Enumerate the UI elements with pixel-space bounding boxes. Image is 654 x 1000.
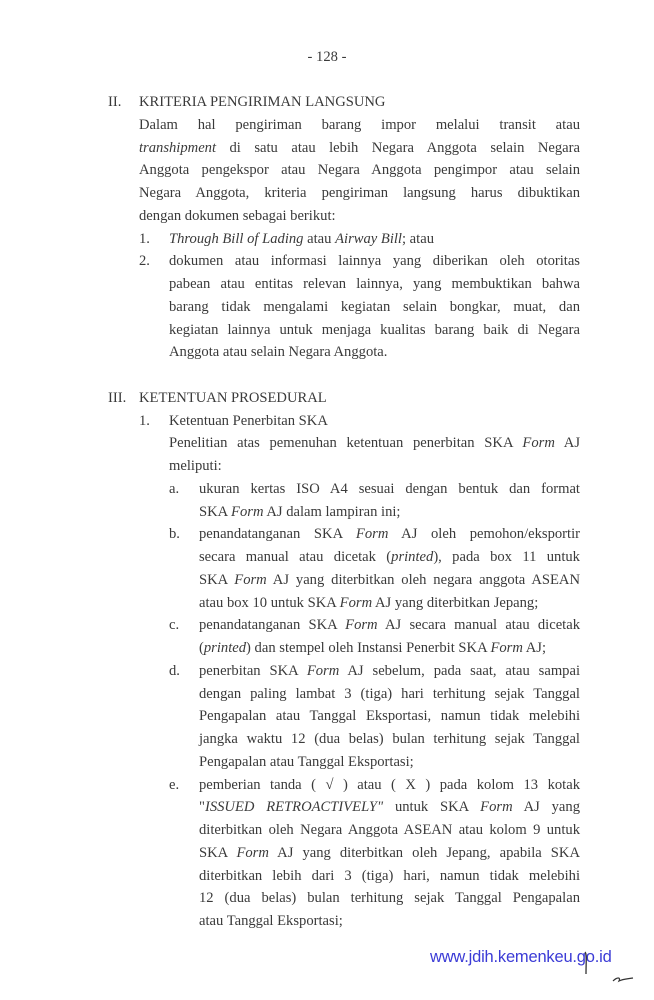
text-segment: AJ yang diterbitkan oleh Jepang, apabila SKA [268, 844, 581, 861]
italic-term: Form [490, 640, 523, 656]
text-segment: Pengapalan atau Tanggal Eksportasi; [199, 753, 414, 770]
text-segment: AJ secara manual atau dicetak [377, 617, 581, 634]
italic-term: Form [234, 571, 267, 588]
text-segment: meliputi: [169, 458, 222, 474]
text-line [199, 637, 580, 660]
text-line [169, 341, 580, 364]
italic-term: Form [345, 617, 378, 634]
section-number: III. [108, 389, 127, 406]
text-line [199, 705, 580, 728]
list-item [169, 523, 580, 614]
text-segment: ; atau [401, 230, 434, 247]
text-segment: barang tidak mengalami kegiatan selain bongkar, muat, dan [169, 298, 580, 315]
text-line [199, 728, 580, 751]
text-line [199, 865, 580, 888]
text-segment: 12 (dua belas) bulan terhitung sejak Tanggal Pengapalan [199, 890, 580, 907]
list-item-text [199, 523, 580, 614]
italic-term: transhipment [139, 139, 217, 156]
list-letter: e. [169, 776, 180, 793]
list-item [139, 250, 580, 364]
text-segment: ) dan stempel oleh Instansi Penerbit SKA [246, 640, 491, 656]
italic-term: Form [522, 435, 555, 452]
text-segment: diterbitkan lebih dari 3 (tiga) hari, namun tidak melebihi [199, 867, 580, 884]
text-segment: Dalam hal pengiriman barang impor melalui transit atau [139, 116, 580, 133]
section-title: KRITERIA PENGIRIMAN LANGSUNG [139, 94, 386, 110]
list-item-text [169, 228, 580, 251]
text-line [139, 205, 580, 228]
text-segment: dengan dokumen sebagai berikut: [139, 207, 336, 224]
text-segment: SKA [199, 844, 237, 861]
text-segment: Negara Anggota, kriteria pengiriman langsung harus dibuktikan [139, 185, 580, 201]
italic-term: Form [306, 662, 340, 679]
text-segment: ukuran kertas ISO A4 sesuai dengan bentuk dan format [199, 480, 580, 497]
list-item [139, 228, 580, 251]
text-line [199, 842, 580, 865]
italic-term: Form [480, 799, 513, 816]
list-item-text [199, 660, 580, 774]
text-segment: penandatanganan SKA [199, 526, 356, 543]
italic-term: Form [231, 503, 264, 520]
text-segment: " [199, 799, 205, 816]
text-line [199, 819, 580, 842]
text-segment: penandatanganan SKA [199, 617, 346, 634]
text-segment: AJ yang [512, 799, 580, 816]
italic-term: printed [391, 549, 434, 565]
text-segment: dengan paling lambat 3 (tiga) hari terhitung sejak Tanggal [199, 685, 580, 702]
text-segment: pemberian tanda ( √ ) atau ( X ) pada kolom 13 kotak [199, 776, 580, 793]
text-segment: jangka waktu 12 (dua belas) bulan terhitung sejak Tanggal [199, 731, 580, 747]
list-item-text [199, 614, 580, 660]
text-segment: dokumen atau informasi lainnya yang diberikan oleh otoritas [169, 253, 580, 270]
text-segment: AJ dalam lampiran ini; [263, 503, 401, 520]
text-segment: secara manual atau dicetak ( [199, 549, 392, 565]
text-line [169, 250, 580, 273]
text-line [199, 796, 580, 819]
text-segment: di satu atau lebih Negara Anggota selain Negara [216, 139, 580, 156]
list-letter: c. [169, 617, 180, 634]
text-segment: AJ sebelum, pada saat, atau sampai [339, 662, 580, 679]
text-line [199, 569, 580, 592]
text-segment: ( [199, 640, 204, 656]
footer-url[interactable]: www.jdih.kemenkeu.go.id [430, 948, 612, 966]
text-line [199, 660, 580, 683]
list-item [169, 478, 580, 524]
text-line [169, 228, 580, 251]
text-line [139, 114, 580, 137]
section-number: II. [108, 94, 122, 110]
text-line [199, 683, 580, 706]
subsection-heading [139, 410, 580, 433]
handwritten-initials [583, 950, 643, 998]
italic-term: Form [355, 526, 389, 543]
document-body [108, 91, 580, 933]
italic-term: printed [203, 640, 247, 656]
list-item [169, 774, 580, 933]
italic-term: ISSUED RETROACTIVELY" [204, 799, 384, 816]
text-segment: atau [303, 230, 336, 247]
italic-term: Form [339, 594, 373, 611]
text-segment: AJ yang diterbitkan Jepang; [372, 594, 539, 611]
subsection-title: Ketentuan Penerbitan SKA [169, 412, 328, 429]
text-segment: untuk SKA [383, 799, 481, 816]
subsection-intro [169, 432, 580, 478]
italic-term: Form [236, 844, 269, 861]
text-line [199, 751, 580, 774]
text-segment: SKA [199, 571, 235, 588]
list-item [169, 660, 580, 774]
section-heading-2 [108, 91, 580, 114]
text-segment: SKA [199, 503, 232, 520]
list-letter: a. [169, 480, 180, 497]
text-line [169, 455, 580, 478]
text-segment: AJ [554, 435, 581, 452]
text-line [199, 910, 580, 933]
text-segment: ), pada box 11 untuk [433, 549, 580, 565]
list-item-text [199, 478, 580, 524]
text-line [199, 501, 580, 524]
text-line [199, 478, 580, 501]
list-number: 2. [139, 253, 150, 270]
list-item-text [199, 774, 580, 933]
list-number: 1. [139, 230, 150, 247]
text-line [199, 546, 580, 569]
text-line [199, 774, 580, 797]
text-line [169, 432, 580, 455]
italic-term: Airway Bill [335, 230, 402, 247]
list-number: 1. [139, 412, 150, 429]
italic-term: Through Bill of Lading [169, 230, 304, 247]
page-number: - 128 - [307, 49, 347, 65]
text-line [199, 614, 580, 637]
text-segment: penerbitan SKA [199, 662, 307, 679]
text-segment: AJ yang diterbitkan oleh negara anggota ASEAN [266, 571, 580, 588]
list-item-text [169, 250, 580, 364]
text-segment: Penelitian atas pemenuhan ketentuan penerbitan SKA [169, 435, 523, 452]
text-line [139, 159, 580, 182]
text-line [199, 523, 580, 546]
text-line [199, 887, 580, 910]
text-segment: atau Tanggal Eksportasi; [199, 913, 343, 929]
section-title: KETENTUAN PROSEDURAL [139, 389, 327, 406]
text-line [139, 137, 580, 160]
text-line [169, 273, 580, 296]
text-line [169, 296, 580, 319]
list-letter: b. [169, 526, 180, 543]
section-2-intro [139, 114, 580, 228]
text-segment: Pengapalan atau Tanggal Eksportasi, namun tidak melebihi [199, 708, 580, 725]
text-segment: AJ; [522, 640, 547, 656]
list-letter: d. [169, 662, 180, 679]
text-segment: atau box 10 untuk SKA [199, 594, 340, 611]
text-segment: kegiatan lainnya untuk menjaga kualitas barang baik di Negara [169, 321, 580, 338]
text-line [139, 182, 580, 205]
text-segment: diterbitkan oleh Negara Anggota ASEAN atau kolom 9 untuk [199, 822, 580, 838]
list-item [169, 614, 580, 660]
section-heading-3 [108, 387, 580, 410]
text-segment: pabean atau entitas relevan lainnya, yang membuktikan bahwa [169, 276, 580, 292]
text-line [199, 592, 580, 615]
text-segment: Anggota pengekspor atau Negara Anggota pengimpor atau selain [139, 162, 580, 179]
text-segment: Anggota atau selain Negara Anggota. [169, 344, 388, 361]
text-line [169, 319, 580, 342]
text-segment: AJ oleh pemohon/eksportir [388, 526, 580, 543]
